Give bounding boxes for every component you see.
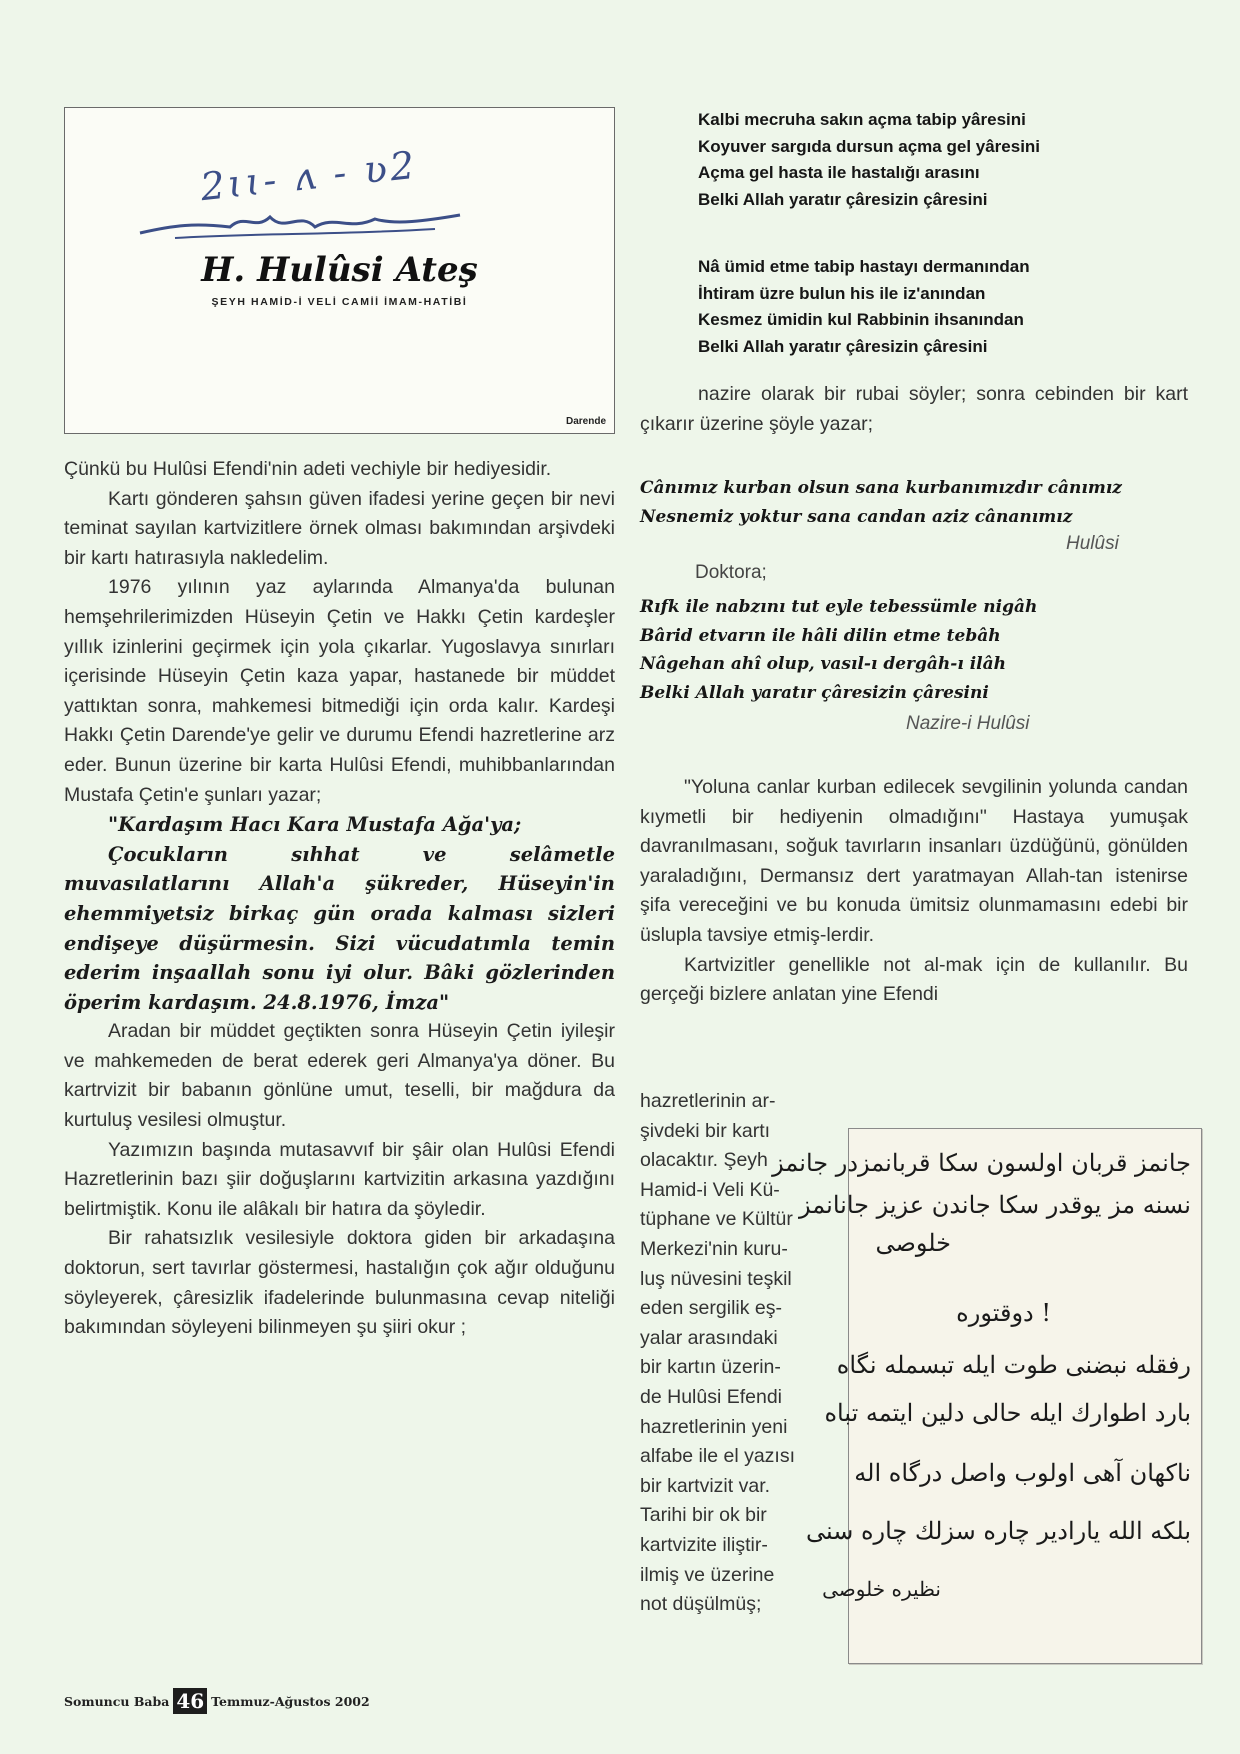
text-line: hazretlerinin yeni (640, 1415, 788, 1438)
text-line: yalar arasındaki (640, 1326, 778, 1349)
magazine-name: Somuncu Baba (64, 1693, 170, 1709)
card-place: Darende (565, 416, 606, 427)
paragraph: "Yoluna canlar kurban edilecek sevgilinin yolunda candan kıymetli bir hediyenin olmadığını" Hastaya yumuşak davranılmasanı, soğuk tavırların insanları üzdüğünü, gönülden yaraladığını, Dermansız dert yaratmayan Allah-tan istenirse şifa vereceğini ve bu konuda ümitsiz olunmamasını edebi bir üslupla tavsiye etmiş-lerdir. (640, 776, 1188, 946)
handwritten-line: جانمز قربان اولسون سکا قربانمزدر جانمز (772, 1149, 1191, 1177)
card-name: H. Hulûsi Ateş (201, 250, 478, 290)
poem-line: Açma gel hasta ile hastalığı arasını (698, 163, 980, 183)
text-line: kartvizite iliştir- (640, 1533, 768, 1556)
text-line: Merkezi'nin kuru- (640, 1237, 788, 1260)
poem-line: Belki Allah yaratır çâresizin çâresini (698, 336, 988, 356)
text-line: not düşülmüş; (640, 1593, 762, 1616)
text-line: ilmiş ve üzerine (640, 1563, 775, 1586)
signature-nazire: Nazire-i Hulûsi (906, 713, 1030, 734)
paragraph: Kartvizitler genellikle not al-mak için de kullanılır. Bu gerçeği bizlere anlatan yine Efendi (640, 953, 1188, 1006)
left-column (64, 455, 615, 1343)
issue-date: Temmuz-Ağustos 2002 (211, 1693, 370, 1709)
text-line: eden sergilik eş- (640, 1297, 782, 1320)
poem-line: Rıfk ile nabzını tut eyle tebessümle nigâh (640, 597, 1038, 617)
handwritten-line: ! دوقتوره (956, 1299, 1051, 1327)
poem-line: Koyuver sargıda dursun açma gel yâresini (698, 136, 1041, 156)
nazire-paragraph (640, 380, 1188, 439)
handwritten-line: نظیره خلوصی (822, 1577, 941, 1601)
paragraph: Aradan bir müddet geçtikten sonra Hüseyin Çetin iyileşir ve mahkemeden de berat ederek geri Almanya'ya döner. Bu kartrvizit bir babanın gönlüne umut, teselli, bir mağdura da kurtuluş vesilesi olmuştur. (64, 1020, 615, 1132)
text-line: hazretlerinin ar- (640, 1090, 776, 1112)
poem-stanza-1 (698, 107, 1040, 213)
paragraph: Bir rahatsızlık vesilesiyle doktora giden bir arkadaşına doktorun, sert tavırlar göstermesi, hastalığın çok ağır olduğunu söyleyerek, çâresizlik ifadelerinde bulunmasına cevap niteliği bakımından söyleyeni bilinmeyen şu şiiri okur ; (64, 1227, 615, 1339)
text-line: Tarihi bir ok bir (640, 1504, 767, 1527)
text-line: alfabe ile el yazısı (640, 1445, 796, 1468)
card-handwritten-date: 2ɩɩ- ʌ - ʋ2 (198, 142, 420, 210)
paragraph: nazire olarak bir rubai söyler; sonra cebinden bir kart çıkarır üzerine şöyle yazar; (640, 383, 1188, 435)
paragraph: Kartı gönderen şahsın güven ifadesi yerine geçen bir nevi teminat sayılan kartvizitlere örnek olması bakımından arşivdeki bir kartı hatırasıyla nakledelim. (64, 487, 615, 569)
poem-line: Kesmez ümidin kul Rabbinin ihsanından (698, 310, 1024, 330)
text-line: bir kartvizit var. (640, 1474, 771, 1497)
card-signature-scribble (135, 203, 465, 243)
poem-line: Nâgehan ahî olup, vasıl-ı dergâh-ı ilâh (640, 654, 1006, 675)
page-footer (64, 1688, 370, 1714)
poem-stanza-3 (640, 474, 1122, 531)
handwritten-line: بلکه الله یارادیر چاره سزلك چاره سنی (805, 1517, 1191, 1545)
paragraph: Çünkü bu Hulûsi Efendi'nin adeti vechiyle bir hediyesidir. (64, 458, 552, 480)
text-line: olacaktır. Şeyh (640, 1149, 768, 1172)
handwritten-card-image (772, 1128, 1202, 1664)
text-line: şivdeki bir kartı (640, 1119, 771, 1142)
handwritten-line: رفقله نبضنی طوت ایله تبسمله نگاه (836, 1351, 1191, 1379)
text-line: luş nüvesini teşkil (640, 1267, 792, 1290)
letter-quote-heading: "Kardaşım Hacı Kara Mustafa Ağa'ya; (108, 813, 522, 837)
poem-line: İhtiram üzre bulun his ile iz'anından (698, 283, 986, 303)
page-number: 46 (173, 1688, 207, 1714)
poem-line: Cânımız kurban olsun sana kurbanımızdır cânımız (640, 478, 1122, 498)
card-subtitle: ŞEYH HAMİD-İ VELİ CAMİİ İMAM-HATİBİ (211, 296, 468, 308)
right-body (640, 773, 1188, 1010)
letter-quote-body: Çocukların sıhhat ve selâmetle muvasılatlarını Allah'a şükreder, Hüseyin'in ehemmiyetsiz birkaç gün orada kalması sizleri endişeye düşürmesin. Sizi vücudatımla temin ederim inşaallah sonu iyi olur. Bâki gözlerinden öperim kardaşım. 24.8.1976, İmza" (64, 842, 615, 1014)
business-card-image (64, 107, 615, 434)
handwritten-line: ناکهان آهی اولوب واصل درگاه اله (854, 1459, 1191, 1487)
poem-line: Belki Allah yaratır çâresizin çâresini (640, 682, 989, 703)
poem-line: Nâ ümid etme tabip hastayı dermanından (698, 257, 1030, 276)
poem-stanza-4 (640, 593, 1037, 707)
poem-line: Bârid etvarın ile hâli dilin etme tebâh (640, 625, 1001, 646)
text-line: Hamid-i Veli Kü- (640, 1178, 780, 1201)
poem-line: Nesnemiz yoktur sana candan aziz cânanımız (640, 506, 1073, 527)
doktora-label: Doktora; (695, 562, 767, 583)
text-line: de Hulûsi Efendi (640, 1385, 783, 1408)
poem-stanza-2 (698, 254, 1030, 360)
handwritten-line: خلوصی (875, 1229, 951, 1257)
paragraph: 1976 yılının yaz aylarında Almanya'da bulunan hemşehrilerimizden Hüseyin Çetin ve Hakkı Çetin kardeşler yıllık izinlerini geçirmek için yola çıkarlar. Yugoslavya sınırları içerisinde Hüseyin Çetin kaza yapar, hastanede bir müddet yattıktan sonra, mahkemesi bitmediği için orda kalır. Kardeşi Hakkı Çetin Darende'ye gelir ve durumu Efendi hazretlerine arz eder. Bunun üzerine bir karta Hulûsi Efendi, muhibbanlarından Mustafa Çetin'e şunları yazar; (64, 576, 615, 806)
handwritten-line: نسنه مز یوقدر سکا جاندن عزیز جانانمز (799, 1191, 1191, 1219)
text-line: bir kartın üzerin- (640, 1356, 781, 1379)
handwritten-line: بارد اطوارك ایله حالی دلین ایتمه تباه (824, 1399, 1191, 1427)
poem-line: Kalbi mecruha sakın açma tabip yâresini (698, 110, 1026, 129)
poem-line: Belki Allah yaratır çâresizin çâresini (698, 189, 988, 209)
signature-hulusi: Hulûsi (1066, 533, 1119, 554)
paragraph: Yazımızın başında mutasavvıf bir şâir olan Hulûsi Efendi Hazretlerinin bazı şiir doğuşlarını kartvizitin arkasına yazdığını belirtmiştik. Konu ile alâkalı bir hatıra da şöyledir. (64, 1138, 615, 1220)
text-line: tüphane ve Kültür (640, 1208, 793, 1231)
